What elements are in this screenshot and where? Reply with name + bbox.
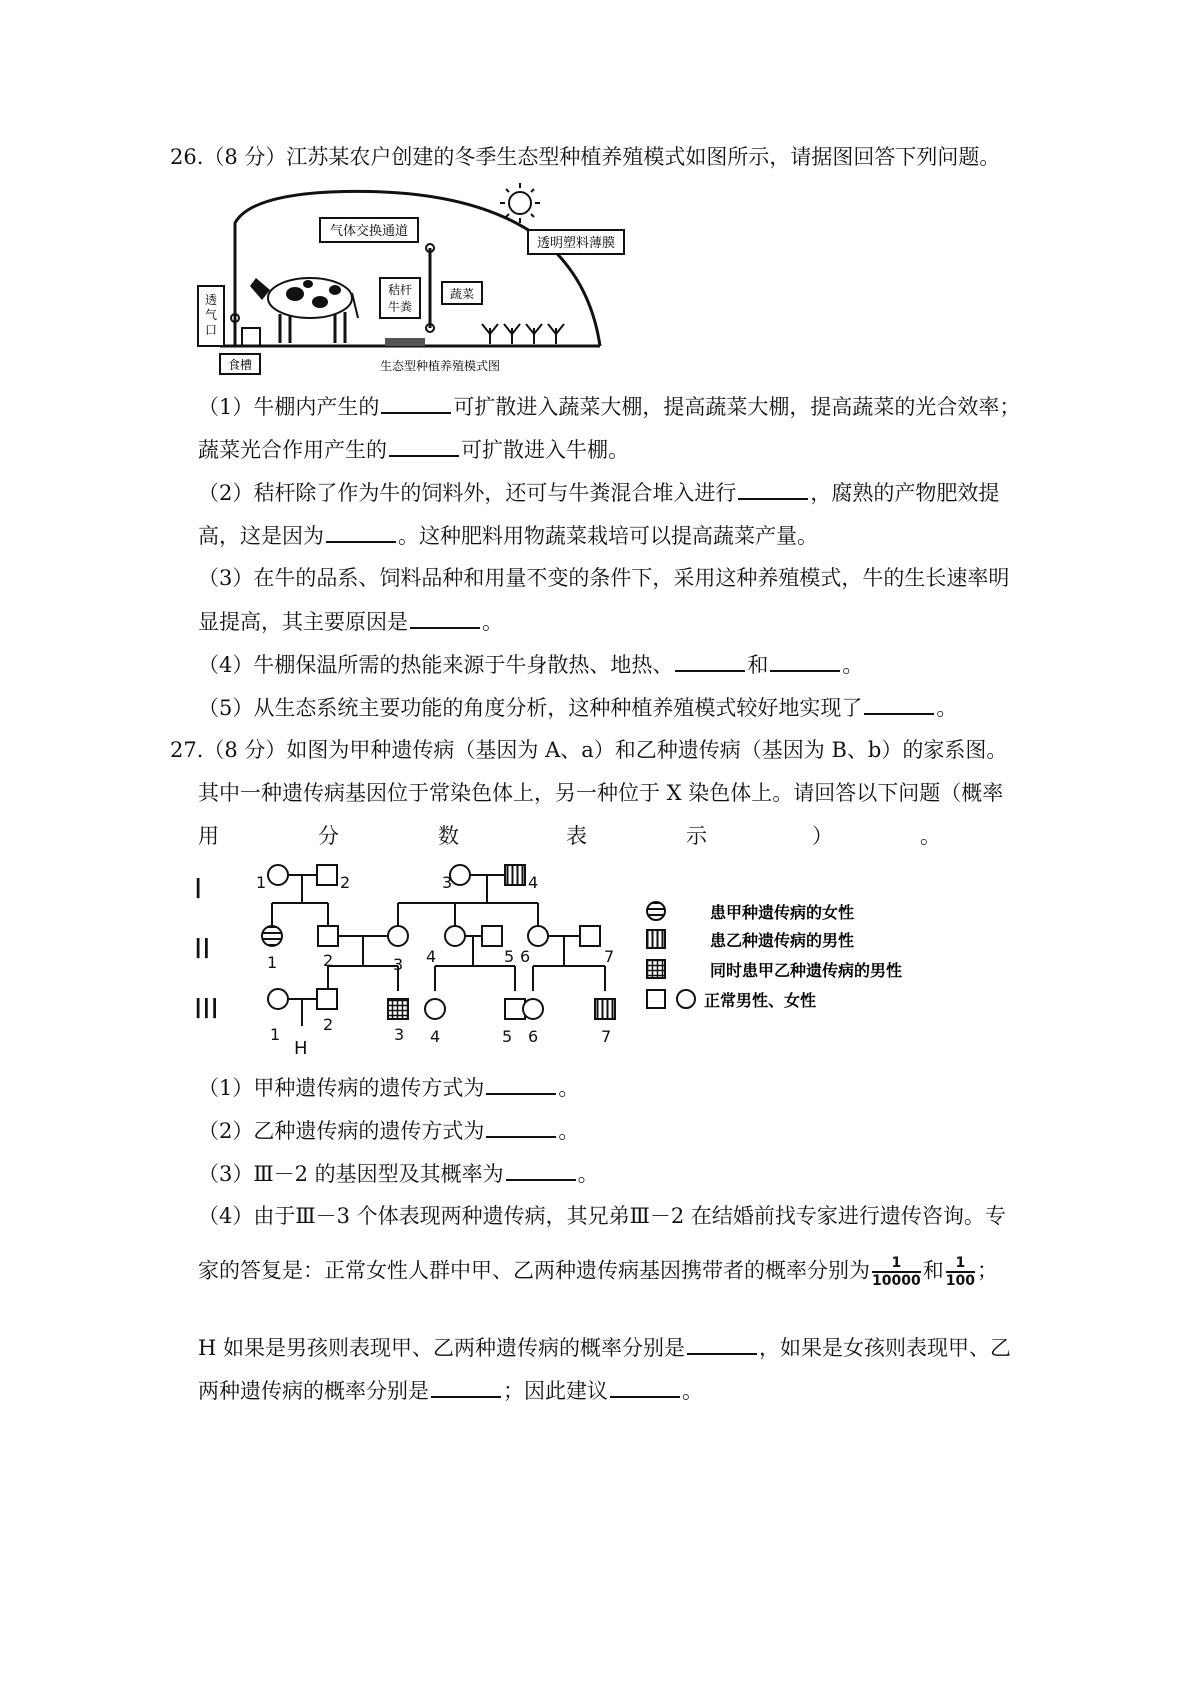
generation-label: III xyxy=(194,992,219,1025)
female-normal xyxy=(528,926,548,946)
individual-number: 1 xyxy=(267,953,278,972)
male-disease-b xyxy=(505,865,525,885)
individual-number: 4 xyxy=(426,947,437,966)
ecology-greenhouse-figure xyxy=(190,178,650,378)
q27-heading: 27.（8 分）如图为甲种遗传病（基因为 A、a）和乙种遗传病（基因为 B、b）的家系图。 xyxy=(170,738,1008,762)
individual-number: 1 xyxy=(270,1025,281,1044)
female-normal xyxy=(450,865,470,885)
legend-label: 患乙种遗传病的男性 xyxy=(710,931,855,950)
individual-number: 3 xyxy=(442,873,453,892)
female-normal xyxy=(268,989,288,1009)
individual-number: 7 xyxy=(601,1027,612,1046)
fraction-1-100: $\frac{1}{100}$ xyxy=(945,1255,975,1289)
q26-s2-line2: 高，这是因为 。这种肥料用物蔬菜栽培可以提高蔬菜产量。 xyxy=(198,521,818,550)
pedigree-legend xyxy=(647,902,902,1010)
pedigree-chart xyxy=(190,858,950,1068)
individual-number: 3 xyxy=(394,1025,405,1044)
vegetable-icon xyxy=(482,324,564,344)
generation-label: II xyxy=(194,932,211,965)
fraction-1-10000: $\frac{1}{10000}$ xyxy=(872,1255,921,1289)
legend-label: 患甲种遗传病的女性 xyxy=(710,903,855,922)
q26-s4: （4）牛棚保温所需的热能来源于牛身散热、地热、 和 。 xyxy=(198,650,863,679)
q26-s3-line2: 显提高，其主要原因是 。 xyxy=(198,607,503,636)
female-normal xyxy=(388,926,408,946)
q27-s4-line1: （4）由于Ⅲ－3 个体表现两种遗传病，其兄弟Ⅲ－2 在结婚前找专家进行遗传咨询。专 xyxy=(198,1204,1006,1228)
legend-label: 正常男性、女性 xyxy=(704,991,817,1010)
female-normal xyxy=(523,999,543,1019)
answer-blank[interactable] xyxy=(687,1333,757,1355)
q26-heading: 26.（8 分）江苏某农户创建的冬季生态型种植养殖模式如图所示，请据图回答下列问题。 xyxy=(170,145,1001,169)
female-normal xyxy=(268,865,288,885)
individual-number: 6 xyxy=(528,1027,539,1046)
answer-blank[interactable] xyxy=(610,1376,680,1398)
label-plastic-film: 透明塑料薄膜 xyxy=(536,236,616,251)
answer-blank[interactable] xyxy=(675,650,745,672)
q27-s1: （1）甲种遗传病的遗传方式为 。 xyxy=(198,1073,579,1102)
female-normal xyxy=(445,926,465,946)
answer-blank[interactable] xyxy=(738,478,808,500)
generation-label: I xyxy=(194,872,203,905)
male-normal xyxy=(580,926,600,946)
label-trough: 食槽 xyxy=(227,358,253,372)
trough-icon xyxy=(242,328,260,346)
legend-label: 同时患甲乙种遗传病的男性 xyxy=(710,961,903,980)
individual-number: 4 xyxy=(430,1027,441,1046)
female-normal xyxy=(425,999,445,1019)
answer-blank[interactable] xyxy=(431,1376,501,1398)
answer-blank[interactable] xyxy=(326,521,396,543)
q27-line2: 其中一种遗传病基因位于常染色体上，另一种位于 X 染色体上。请回答以下问题（概率 xyxy=(198,781,1004,805)
individual-number: 2 xyxy=(340,873,351,892)
answer-blank[interactable] xyxy=(486,1073,556,1095)
male-disease-ab xyxy=(388,999,408,1019)
individual-number: 7 xyxy=(604,947,615,966)
individual-number: 4 xyxy=(528,873,539,892)
q27-s4-line3: H 如果是男孩则表现甲、乙两种遗传病的概率分别是 ，如果是女孩则表现甲、乙 xyxy=(198,1333,1011,1362)
label-vent: 透气口 xyxy=(204,293,218,337)
answer-blank[interactable] xyxy=(770,650,840,672)
male-normal xyxy=(318,926,338,946)
individual-number: 2 xyxy=(323,951,334,970)
answer-blank[interactable] xyxy=(381,392,451,414)
label-manure: 牛粪 xyxy=(387,300,413,314)
label-gas-exchange: 气体交换通道 xyxy=(329,224,409,239)
individual-number: 5 xyxy=(504,947,515,966)
answer-blank[interactable] xyxy=(389,435,459,457)
label-straw: 秸杆 xyxy=(387,283,413,297)
male-normal xyxy=(317,989,337,1009)
individual-number: 6 xyxy=(520,947,531,966)
q26-s5: （5）从生态系统主要功能的角度分析，这种种植养殖模式较好地实现了 。 xyxy=(198,693,957,722)
individual-number: 3 xyxy=(393,955,404,974)
female-disease-a xyxy=(262,926,282,946)
figure-caption: 生态型种植养殖模式图 xyxy=(379,359,501,373)
male-normal xyxy=(482,926,502,946)
label-vegetables: 蔬菜 xyxy=(449,287,475,301)
q27-s2: （2）乙种遗传病的遗传方式为 。 xyxy=(198,1116,579,1145)
q26-s1-line1: （1）牛棚内产生的 可扩散进入蔬菜大棚，提高蔬菜大棚，提高蔬菜的光合效率； xyxy=(198,392,1020,421)
cow-icon xyxy=(250,278,358,343)
answer-blank[interactable] xyxy=(506,1159,576,1181)
individual-number: 2 xyxy=(323,1015,334,1034)
individual-h-label: H xyxy=(294,1038,308,1059)
answer-blank[interactable] xyxy=(486,1116,556,1138)
q27-s3: （3）Ⅲ－2 的基因型及其概率为 。 xyxy=(198,1159,599,1188)
answer-blank[interactable] xyxy=(410,607,480,629)
q27-s4-line2: 家的答复是：正常女性人群中甲、乙两种遗传病基因携带者的概率分别为 $\frac{1}{10000}$ 和 $\frac{1}{100}$ ； xyxy=(198,1255,998,1289)
answer-blank[interactable] xyxy=(864,693,934,715)
male-normal xyxy=(317,865,337,885)
q26-s2-line1: （2）秸杆除了作为牛的饲料外，还可与牛粪混合堆入进行 ，腐熟的产物肥效提 xyxy=(198,478,999,507)
male-disease-b xyxy=(595,999,615,1019)
individual-number: 1 xyxy=(256,873,267,892)
sun-icon xyxy=(500,183,540,223)
q26-s3-line1: （3）在牛的品系、饲料品种和用量不变的条件下，采用这种养殖模式，牛的生长速率明 xyxy=(198,566,1010,590)
q27-s4-line4: 两种遗传病的概率分别是 ；因此建议 。 xyxy=(198,1376,703,1405)
q26-s1-line2: 蔬菜光合作用产生的 可扩散进入牛棚。 xyxy=(198,435,629,464)
individual-number: 5 xyxy=(502,1027,513,1046)
